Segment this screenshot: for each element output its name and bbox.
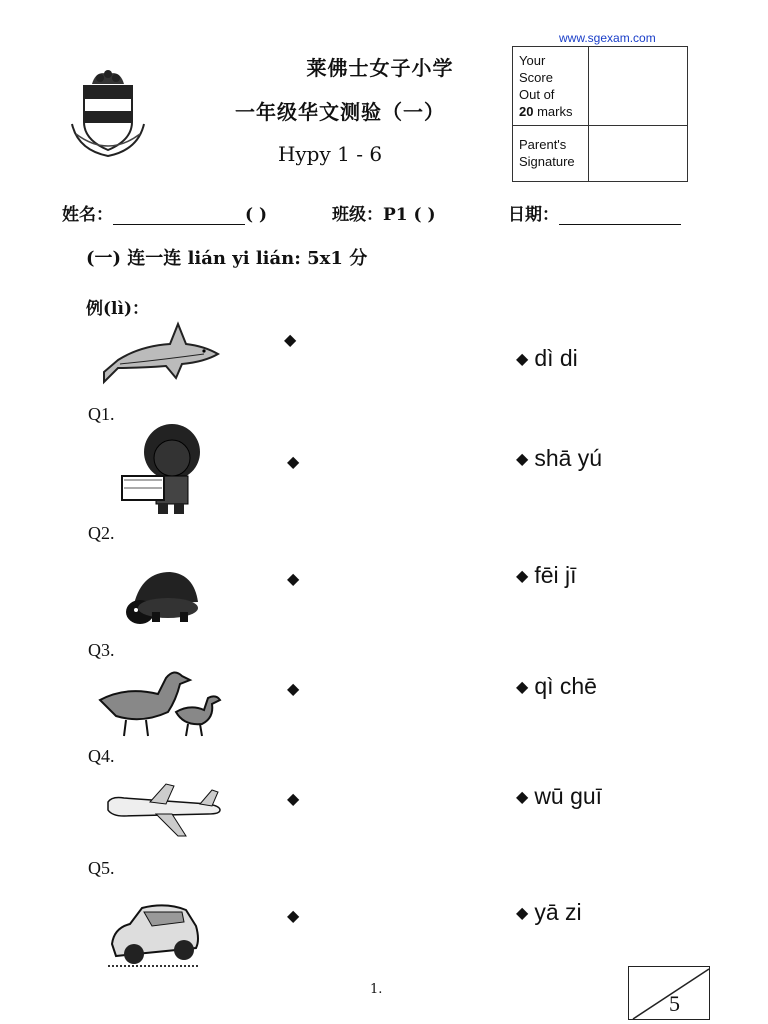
question-label-q1: Q1.	[88, 404, 115, 424]
parent-signature-label: Parent's Signature	[519, 137, 575, 169]
pinyin-option-2[interactable]: ◆ shā yú	[516, 445, 603, 471]
match-dot-q2[interactable]: ◆	[287, 569, 300, 588]
match-dot-q1[interactable]: ◆	[287, 452, 300, 471]
match-dot-q4[interactable]: ◆	[287, 789, 300, 808]
section-title: (一) 连一连 lián yi lián: 5x1 分	[86, 248, 368, 269]
date-field[interactable]: 日期：	[508, 200, 681, 225]
match-dot-q5[interactable]: ◆	[287, 906, 300, 925]
tortoise-picture	[122, 562, 208, 636]
pinyin-option-6[interactable]: ◆ yā zi	[516, 899, 582, 925]
match-dot-q3[interactable]: ◆	[287, 679, 300, 698]
pinyin-option-3[interactable]: ◆ fēi jī	[516, 562, 577, 588]
question-label-q3: Q3.	[88, 640, 115, 660]
school-name: 莱佛士女子小学	[306, 56, 454, 80]
airplane-picture	[104, 782, 224, 842]
pinyin-option-1[interactable]: ◆ dì di	[516, 345, 578, 371]
question-label-q5: Q5.	[88, 858, 115, 878]
pinyin-option-4[interactable]: ◆ qì chē	[516, 673, 597, 699]
name-field[interactable]: 姓名： ( )	[62, 205, 268, 225]
paper-code: Hypy 1 - 6	[277, 142, 383, 166]
section-total-box	[628, 966, 710, 1020]
score-label: Your Score Out of 20 marks	[519, 53, 573, 119]
question-label-q4: Q4.	[88, 746, 115, 766]
pinyin-option-5[interactable]: ◆ wū guī	[516, 783, 603, 809]
class-field[interactable]: 班级：P1 ( )	[332, 205, 436, 225]
match-dot-example[interactable]: ◆	[284, 330, 297, 349]
question-label-q2: Q2.	[88, 523, 115, 543]
website-url[interactable]: www.sgexam.com	[559, 31, 656, 45]
school-crest	[66, 64, 150, 160]
example-label: 例(lì)：	[86, 299, 150, 319]
ducks-picture	[96, 660, 226, 744]
section-total-value: 5	[669, 991, 680, 1016]
child-with-basket-picture	[118, 418, 214, 522]
score-box	[512, 46, 688, 182]
page-number: 1.	[370, 982, 383, 997]
car-picture	[106, 900, 202, 976]
exam-title: 一年级华文测验（一）	[235, 100, 445, 124]
shark-picture	[100, 320, 220, 394]
